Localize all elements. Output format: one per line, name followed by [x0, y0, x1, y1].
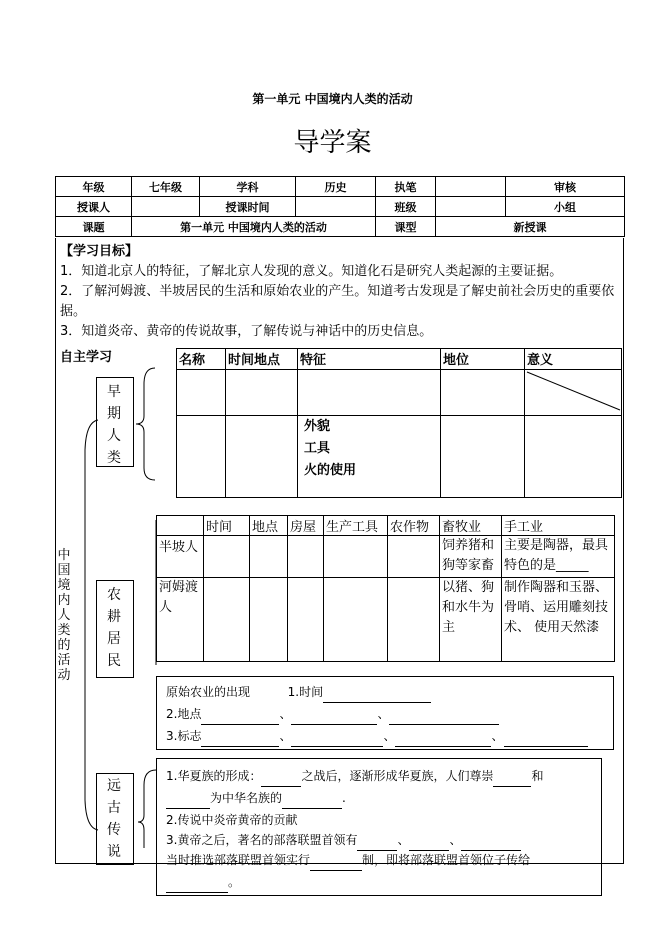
info-cell[interactable] — [436, 177, 506, 197]
farming-header: 时间 — [204, 516, 250, 536]
info-cell[interactable] — [436, 197, 506, 217]
agri-time: 1.时间 — [287, 685, 324, 699]
farming-header: 地点 — [250, 516, 288, 536]
early-cell[interactable] — [441, 416, 525, 498]
legend-text: 1.华夏族的形成： — [166, 769, 262, 783]
legend-text: 当时推选部落联盟首领实行 — [166, 853, 311, 867]
farming-label: 农耕居民 — [107, 587, 121, 669]
legend-label: 远古传说 — [107, 778, 121, 860]
farming-cell[interactable] — [288, 578, 324, 662]
blank[interactable] — [201, 733, 279, 747]
blank[interactable] — [323, 689, 431, 703]
info-cell: 课型 — [376, 217, 436, 237]
separator: 、 — [491, 729, 504, 743]
craft-cell: 主要是陶器，最具特色的是_____ — [502, 536, 615, 578]
early-header: 特征 — [298, 349, 441, 370]
vertical-title: 中国境内人类的活动 — [57, 548, 71, 683]
blank[interactable] — [166, 795, 210, 809]
blank[interactable] — [504, 733, 588, 747]
farming-header — [157, 516, 204, 536]
site-name: 半坡人 — [157, 536, 204, 578]
learning-goals — [60, 242, 620, 342]
agri-line-2 — [166, 703, 499, 725]
farming-cell[interactable] — [250, 578, 288, 662]
blank[interactable] — [310, 857, 362, 871]
early-header: 名称 — [177, 349, 226, 370]
site-name: 河姆渡人 — [157, 578, 204, 662]
info-cell: 历史 — [296, 177, 376, 197]
blank[interactable] — [282, 795, 342, 809]
legend-line-4 — [166, 829, 521, 851]
agri-line-3 — [166, 725, 588, 747]
legend-text: 2.传说中炎帝黄帝的贡献 — [166, 813, 298, 827]
blank[interactable] — [493, 773, 531, 787]
early-header: 地位 — [441, 349, 525, 370]
info-table — [55, 176, 625, 237]
farming-cell[interactable] — [204, 536, 250, 578]
farming-cell[interactable] — [250, 536, 288, 578]
info-cell: 新授课 — [436, 217, 625, 237]
farming-header: 房屋 — [288, 516, 324, 536]
blank[interactable] — [395, 733, 491, 747]
blank[interactable] — [291, 733, 383, 747]
early-label: 早期人类 — [107, 384, 121, 466]
info-cell: 授课人 — [56, 197, 132, 217]
goal-item: 3．知道炎帝、黄帝的传说故事，了解传说与神话中的历史信息。 — [60, 324, 433, 339]
farming-cell[interactable] — [388, 578, 440, 662]
early-cell[interactable] — [177, 370, 226, 416]
blank[interactable] — [389, 711, 499, 725]
doc-title: 导学案 — [293, 128, 372, 158]
agri-place: 2.地点 — [166, 707, 202, 721]
separator: 、 — [377, 707, 390, 721]
livestock-cell: 以猪、狗和水牛为主 — [440, 578, 502, 662]
farming-cell[interactable] — [324, 578, 388, 662]
info-cell: 执笔 — [376, 177, 436, 197]
legend-line-3 — [166, 809, 297, 831]
trait-item: 工具 — [304, 441, 331, 456]
info-cell: 第一单元 中国境内人类的活动 — [132, 217, 376, 237]
info-cell: 审核 — [506, 177, 625, 197]
legend-line-1 — [166, 765, 543, 787]
goals-heading: 【学习目标】 — [60, 244, 139, 259]
early-cell[interactable] — [226, 416, 298, 498]
info-cell[interactable] — [132, 197, 200, 217]
separator: 、 — [397, 833, 410, 847]
farming-header: 手工业 — [502, 516, 615, 536]
legend-text: 和 — [531, 769, 544, 783]
farming-header: 畜牧业 — [440, 516, 502, 536]
info-cell: 班级 — [376, 197, 436, 217]
blank[interactable] — [201, 711, 279, 725]
unit-title: 第一单元 中国境内人类的活动 — [252, 92, 413, 106]
early-header: 意义 — [525, 349, 622, 370]
farming-header: 生产工具 — [324, 516, 388, 536]
early-cell[interactable] — [525, 416, 622, 498]
farming-cell[interactable] — [288, 536, 324, 578]
legend-text: 为中华名族的 — [210, 791, 283, 805]
farming-cell[interactable] — [388, 536, 440, 578]
agri-title: 原始农业的出现 — [166, 685, 251, 699]
early-cell-diagonal — [525, 370, 622, 416]
separator: 、 — [279, 729, 292, 743]
farming-cell[interactable] — [204, 578, 250, 662]
info-cell: 年级 — [56, 177, 132, 197]
craft-cell: 制作陶器和玉器、骨哨、运用雕刻技术、 使用天然漆 — [502, 578, 615, 662]
legend-text: 3.黄帝之后，著名的部落联盟首领有 — [166, 833, 358, 847]
farming-table — [156, 515, 615, 662]
legend-line-5 — [166, 849, 530, 871]
legend-text: 制，即将部落联盟首领位子传给 — [362, 853, 531, 867]
early-cell[interactable] — [177, 416, 226, 498]
agri-sign: 3.标志 — [166, 729, 202, 743]
info-cell: 课题 — [56, 217, 132, 237]
early-cell[interactable] — [298, 370, 441, 416]
early-cell[interactable] — [441, 370, 525, 416]
agri-line-1 — [166, 681, 431, 703]
info-cell: 学科 — [200, 177, 296, 197]
farming-header: 农作物 — [388, 516, 440, 536]
self-study-label: 自主学习 — [60, 350, 113, 365]
info-cell[interactable] — [296, 197, 376, 217]
blank[interactable] — [166, 879, 228, 893]
traits-cell — [298, 416, 441, 498]
early-cell[interactable] — [226, 370, 298, 416]
legend-line-6 — [166, 871, 240, 893]
separator: 、 — [449, 833, 462, 847]
livestock-cell: 饲养猪和狗等家畜 — [440, 536, 502, 578]
blank[interactable] — [261, 773, 301, 787]
legend-text: . — [342, 791, 346, 805]
trait-item: 外貌 — [304, 419, 331, 434]
trait-item: 火的使用 — [304, 463, 357, 478]
blank[interactable] — [291, 711, 377, 725]
legend-text: 之战后，逐渐形成华夏族，人们尊崇 — [301, 769, 494, 783]
early-table — [176, 348, 622, 498]
info-cell: 七年级 — [132, 177, 200, 197]
early-header: 时间地点 — [226, 349, 298, 370]
legend-line-2 — [166, 787, 346, 809]
info-cell: 授课时间 — [200, 197, 296, 217]
separator: 、 — [383, 729, 396, 743]
legend-text: 。 — [228, 875, 241, 889]
goal-item: 2．了解河姆渡、半坡居民的生活和原始农业的产生。知道考古发现是了解史前社会历史的重要依据。 — [60, 284, 615, 319]
farming-cell[interactable] — [324, 536, 388, 578]
separator: 、 — [279, 707, 292, 721]
info-cell: 小组 — [506, 197, 625, 217]
goal-item: 1．知道北京人的特征，了解北京人发现的意义。知道化石是研究人类起源的主要证据。 — [60, 264, 563, 279]
